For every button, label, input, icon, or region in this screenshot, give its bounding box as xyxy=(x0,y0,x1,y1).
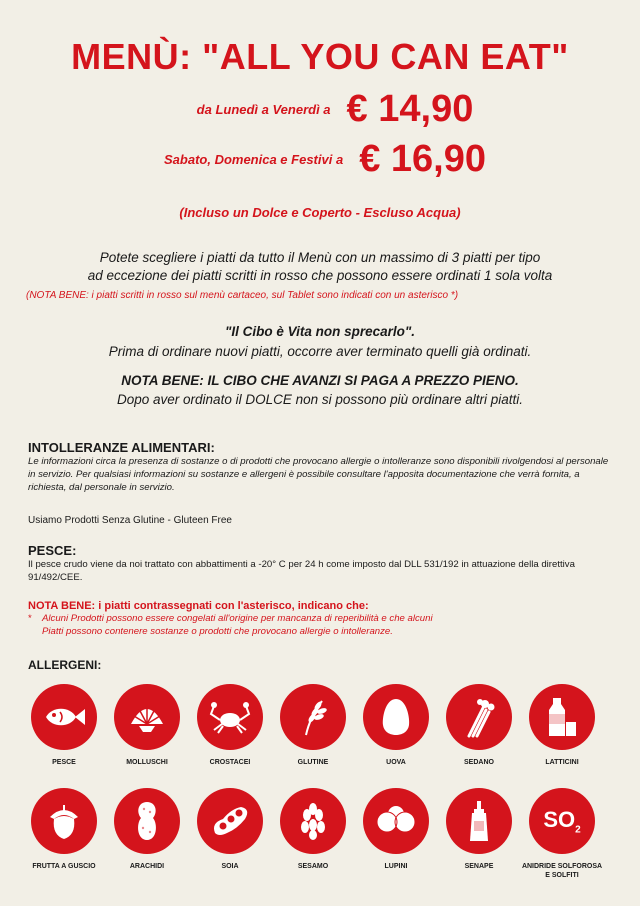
allergen-item: $SO_2$ ANIDRIDE SOLFOROSA E SOLFITI xyxy=(520,788,604,880)
allergen-item: UOVA xyxy=(354,684,438,767)
allergens-heading: ALLERGENI: xyxy=(28,658,102,672)
celery-icon xyxy=(446,684,512,750)
weekday-price-row xyxy=(30,88,640,131)
allergen-item: ARACHIDI xyxy=(105,788,189,871)
included-note: (Incluso un Dolce e Coperto - Escluso Acqua) xyxy=(179,205,461,220)
milk-icon xyxy=(529,684,595,750)
allergen-item: FRUTTA A GUSCIO xyxy=(22,788,106,871)
weekend-price: € 16,90 xyxy=(359,138,486,180)
peanut-icon xyxy=(114,788,180,854)
asterisk-note-heading: NOTA BENE: i piatti contrassegnati con l'asterisco, indicano che: xyxy=(28,600,369,612)
allergen-item: SENAPE xyxy=(437,788,521,871)
allergen-item: GLUTINE xyxy=(271,684,355,767)
asterisk-note-section xyxy=(28,600,610,638)
hazelnut-icon xyxy=(31,788,97,854)
motto: "Il Cibo è Vita non sprecarlo". xyxy=(224,324,416,339)
sesame-icon xyxy=(280,788,346,854)
intolerances-text: Le informazioni circa la presenza di sostanze o di prodotti che provocano allergie o intolleranze sono disponibili rivolgendosi al personale in servizio. Per qualsiasi informazioni su sostanze e allergeni è possibile consultare l'apposita documentazione che verrà fornita, a richiesta, dal personale in servizio. xyxy=(28,456,609,493)
allergen-item: PESCE xyxy=(22,684,106,767)
so2-icon: $SO_2$ xyxy=(529,788,595,854)
page-title: MENÙ: "ALL YOU CAN EAT" xyxy=(71,36,569,77)
rules-text xyxy=(20,249,620,285)
rules-line-1: Potete scegliere i piatti da tutto il Menù con un massimo di 3 piatti per tipo xyxy=(99,250,541,265)
fish-text: Il pesce crudo viene da noi trattato con abbattimenti a -20° C per 24 h come imposto dal DLL 531/192 in attuazione della direttiva 91/492/CEE. xyxy=(28,559,575,583)
intolerances-heading: INTOLLERANZE ALIMENTARI: xyxy=(28,440,215,455)
weekday-label: da Lunedì a Venerdì a xyxy=(196,102,331,117)
motto-sub: Prima di ordinare nuovi piatti, occorre aver terminato quelli già ordinati. xyxy=(108,344,532,359)
wheat-icon xyxy=(280,684,346,750)
intolerances-section xyxy=(28,440,610,494)
warning-sub: Dopo aver ordinato il DOLCE non si possono più ordinare altri piatti. xyxy=(117,392,523,407)
fish-heading: PESCE: xyxy=(28,543,77,558)
allergen-item: SOIA xyxy=(188,788,272,871)
allergen-item: MOLLUSCHI xyxy=(105,684,189,767)
shell-icon xyxy=(114,684,180,750)
allergen-item: LATTICINI xyxy=(520,684,604,767)
allergen-item: CROSTACEI xyxy=(188,684,272,767)
weekend-label: Sabato, Domenica e Festivi a xyxy=(164,152,344,167)
gluten-note: Usiamo Prodotti Senza Glutine - Gluteen Free xyxy=(28,515,232,526)
allergen-item: SESAMO xyxy=(271,788,355,871)
fish-section xyxy=(28,543,610,584)
allergen-item: SEDANO xyxy=(437,684,521,767)
asterisk-note-line-2: Piatti possono contenere sostanze o prodotti che provocano allergie o intolleranze. xyxy=(42,626,393,637)
asterisk-note-line-1: Alcuni Prodotti possono essere congelati all'origine per mancanza di reperibilità e che alcuni xyxy=(42,613,433,624)
mustard-icon xyxy=(446,788,512,854)
soy-icon xyxy=(197,788,263,854)
warning: NOTA BENE: IL CIBO CHE AVANZI SI PAGA A PREZZO PIENO. xyxy=(121,373,519,388)
allergen-item: LUPINI xyxy=(354,788,438,871)
lupin-icon xyxy=(363,788,429,854)
rules-line-2: ad eccezione dei piatti scritti in rosso che possono essere ordinati 1 sola volta xyxy=(87,268,553,283)
weekend-price-row xyxy=(10,138,640,181)
fish-icon xyxy=(31,684,97,750)
weekday-price: € 14,90 xyxy=(346,88,474,130)
crab-icon xyxy=(197,684,263,750)
egg-icon xyxy=(363,684,429,750)
asterisk-mark: * xyxy=(28,613,32,624)
rules-note: (NOTA BENE: i piatti scritti in rosso sul menù cartaceo, sul Tablet sono indicati con un asterisco *) xyxy=(26,290,459,301)
